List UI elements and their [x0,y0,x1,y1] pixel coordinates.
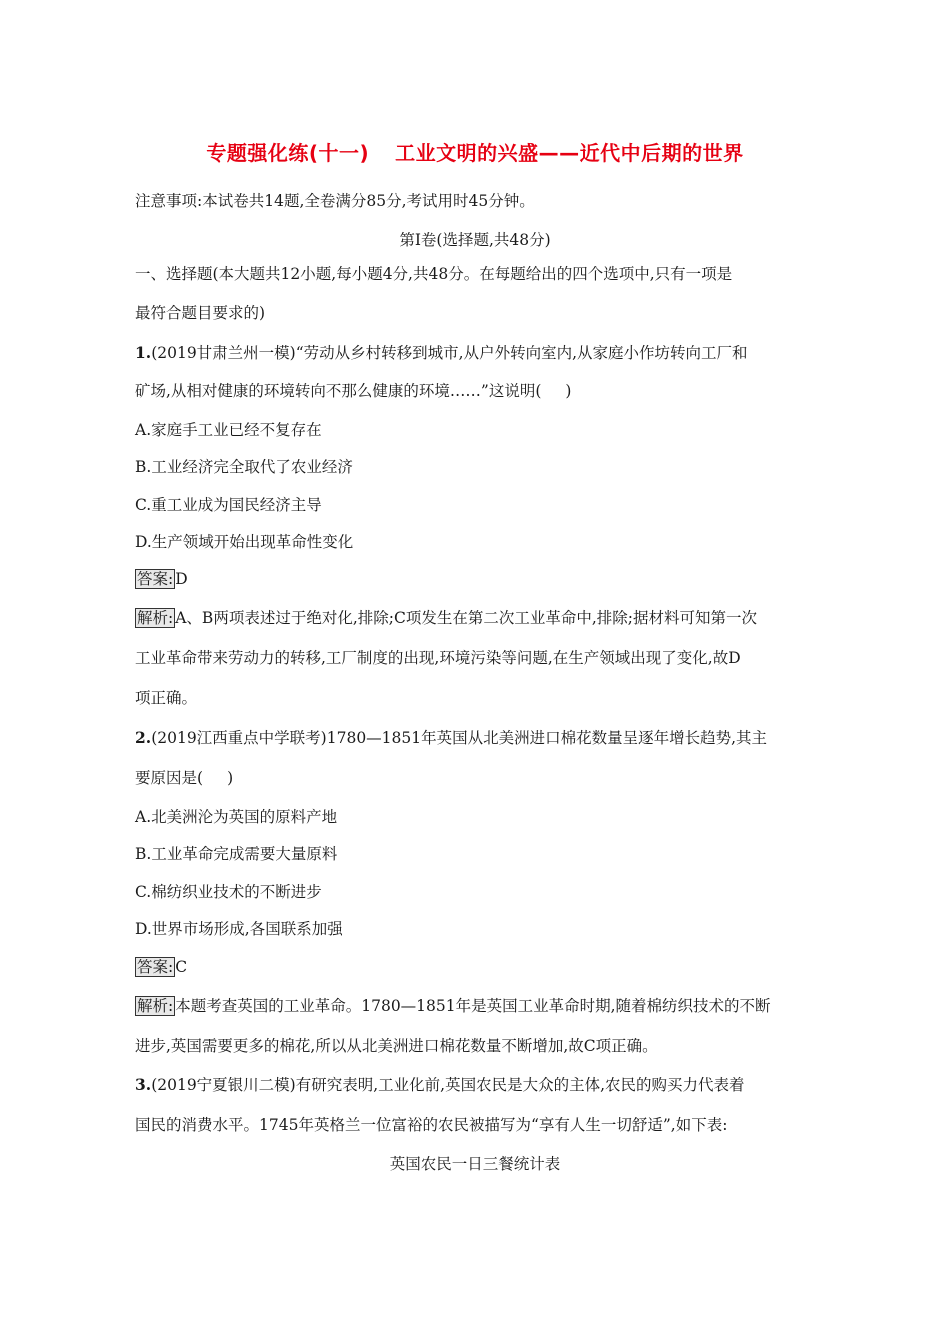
title-part-2: 工业文明的兴盛——近代中后期的世界 [395,141,744,165]
q1-analysis-line-1 [135,607,825,629]
q1-option-b: B.工业经济完全取代了农业经济 [135,458,353,476]
q2-option-d: D.世界市场形成,各国联系加强 [135,920,343,938]
q1-answer-value: D [175,570,188,588]
q3-number: 3. [135,1075,152,1094]
q2-analysis-line-1 [135,995,825,1017]
q1-number: 1. [135,343,152,362]
q2-number: 2. [135,728,152,747]
section-header: 第Ⅰ卷(选择题,共48分) [399,231,551,249]
q2-stem-line-1 [135,727,825,749]
q1-analysis-line-3: 项正确。 [135,689,198,707]
answer-label-tag: 答案: [137,570,174,588]
q1-stem-line-1 [135,342,825,364]
q2-stem-line-2 [135,767,825,789]
q1-option-c: C.重工业成为国民经济主导 [135,496,322,514]
q2-answer [135,956,825,978]
q2-option-c: C.棉纺织业技术的不断进步 [135,883,322,901]
q1-paren-close: ) [565,382,572,400]
q1-stem-text-2: 矿场,从相对健康的环境转向不那么健康的环境……”这说明( [135,382,542,400]
q3-stem-line-2: 国民的消费水平。1745年英格兰一位富裕的农民被描写为“享有人生一切舒适”,如下表: [135,1116,728,1134]
q2-analysis-text-1: 本题考查英国的工业革命。1780—1851年是英国工业革命时期,随着棉纺织技术的不断 [175,997,771,1015]
q1-analysis-text-1: A、B两项表述过于绝对化,排除;C项发生在第二次工业革命中,排除;据材料可知第一次 [175,609,757,627]
notice-text: 注意事项:本试卷共14题,全卷满分85分,考试用时45分钟。 [135,192,535,210]
section-intro-line-1: 一、选择题(本大题共12小题,每小题4分,共48分。在每题给出的四个选项中,只有一项是 [135,265,733,283]
q1-stem-line-2 [135,380,825,402]
q2-paren-close: ) [227,769,234,787]
q2-answer-value: C [175,958,188,976]
answer-label-tag: 答案: [137,958,174,976]
q2-option-b: B.工业革命完成需要大量原料 [135,845,338,863]
q3-stem-line-1 [135,1074,825,1096]
q3-table-caption: 英国农民一日三餐统计表 [389,1155,561,1173]
q1-option-d: D.生产领域开始出现革命性变化 [135,533,354,551]
q2-analysis-line-2: 进步,英国需要更多的棉花,所以从北美洲进口棉花数量不断增加,故C项正确。 [135,1037,658,1055]
q1-stem-text-1: (2019甘肃兰州一模)“劳动从乡村转移到城市,从户外转向室内,从家庭小作坊转向工厂和 [151,344,748,362]
q1-answer [135,568,825,590]
analysis-label-tag: 解析: [137,609,174,627]
q2-stem-text-1: (2019江西重点中学联考)1780—1851年英国从北美洲进口棉花数量呈逐年增长趋势,其主 [151,729,768,747]
title-part-1: 专题强化练(十一) [206,141,370,165]
q1-analysis-line-2: 工业革命带来劳动力的转移,工厂制度的出现,环境污染等问题,在生产领域出现了变化,故D [135,649,741,667]
section-intro-line-2: 最符合题目要求的) [135,304,266,322]
page-title [0,137,950,166]
q2-stem-text-2: 要原因是( [135,769,204,787]
q1-option-a: A.家庭手工业已经不复存在 [135,421,322,439]
q2-option-a: A.北美洲沦为英国的原料产地 [135,808,338,826]
q3-stem-text-1: (2019宁夏银川二模)有研究表明,工业化前,英国农民是大众的主体,农民的购买力代表着 [151,1076,745,1094]
analysis-label-tag: 解析: [137,997,174,1015]
